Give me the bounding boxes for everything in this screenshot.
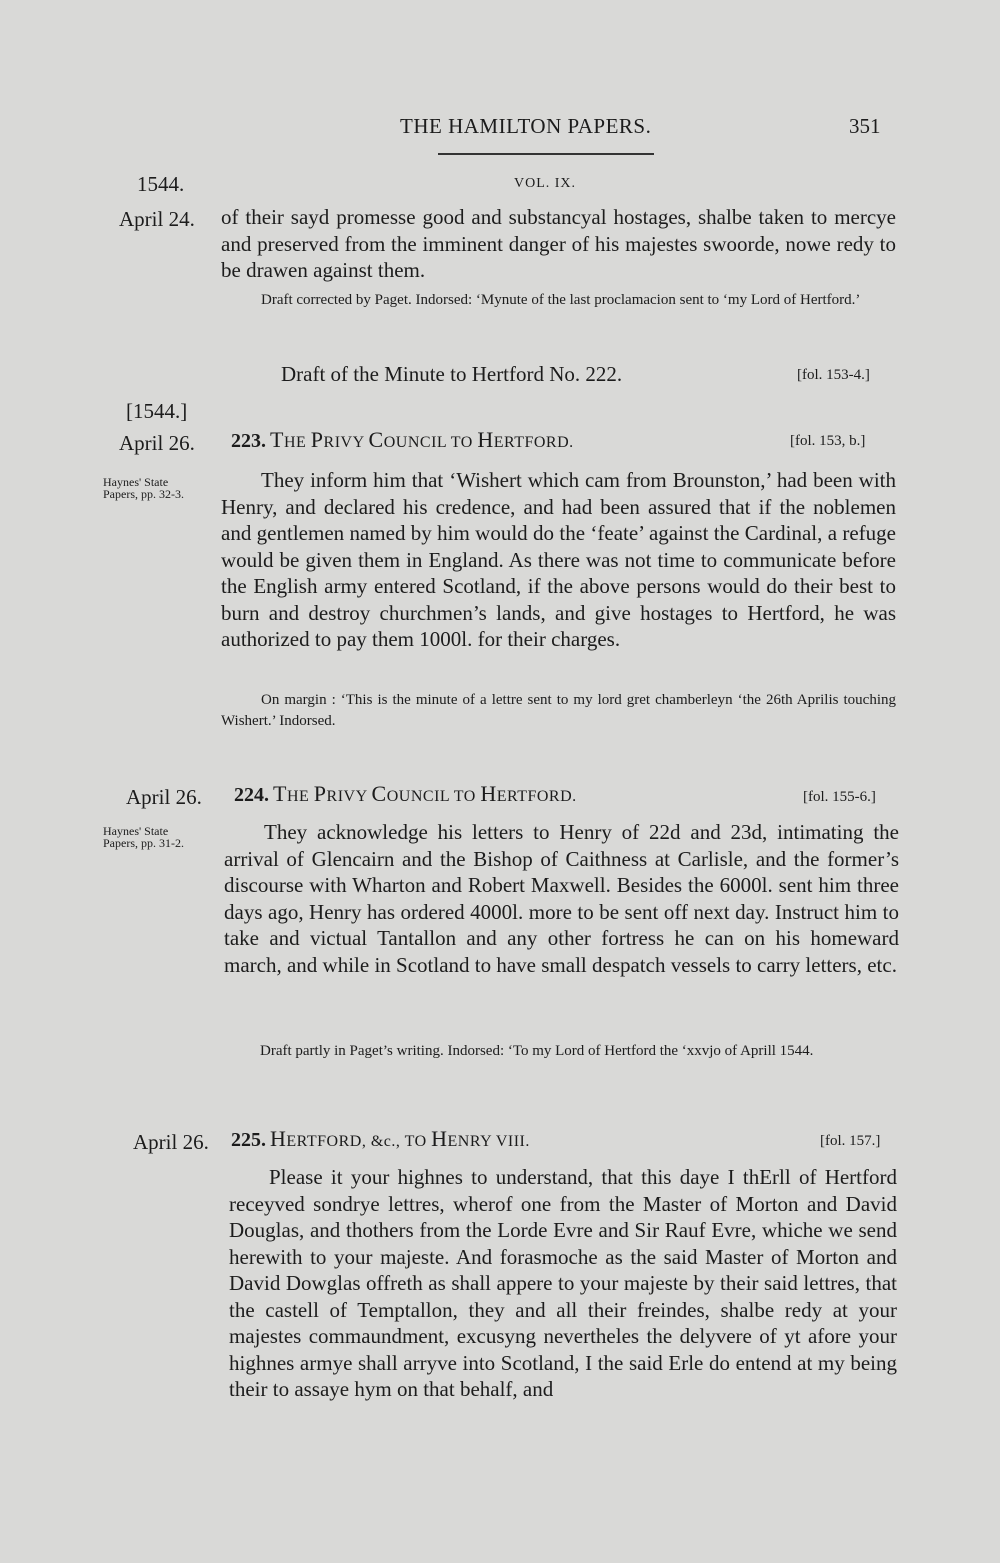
entry-223-heading xyxy=(231,427,574,453)
continuation-note: Draft corrected by Paget. Indorsed: ‘Mynute of the last proclamacion sent to ‘my Lord of Hertford.’ xyxy=(261,292,861,308)
entry-224-number: 224. xyxy=(234,784,269,806)
entry-224-text: They acknowledge his letters to Henry of 22d and 23d, intimating the arrival of Glencairn and the Bishop of Caithness at Carlisle, and the former’s discourse with Wharton and Robert Maxwell. Besides the 6000l. sent him three days ago, Henry has ordered 4000l. more to be sent off next day. Instruct him to take and victual Tantallon and any other fortress he can on his homeward march, and while in Scotland to have small despatch vessels to carry letters, etc. xyxy=(224,820,899,977)
header-rule xyxy=(438,153,654,155)
entry-224-title: THE PRIVY COUNCIL TO HERTFORD. xyxy=(273,781,577,806)
entry-224-note: Draft partly in Paget’s writing. Indorsed: ‘To my Lord of Hertford the ‘xxvjo of Aprill 1544. xyxy=(260,1043,814,1059)
continuation-text: of their sayd promesse good and substancyal hostages, shalbe taken to mercye and preserved from the imminent danger of his majestes swoorde, nowe redy to be drawen against them. xyxy=(221,205,896,282)
year-label: 1544. xyxy=(137,172,185,196)
entry-224-heading xyxy=(234,781,577,807)
entry-223-note: On margin : ‘This is the minute of a lettre sent to my lord gret chamberleyn ‘the 26th Aprilis touching Wishert.’ Indorsed. xyxy=(221,692,896,729)
entry-225-title: HERTFORD, &c., TO HENRY VIII. xyxy=(270,1126,530,1151)
entry-225-text: Please it your highnes to understand, that this daye I thErll of Hertford receyved sondrye lettres, wherof one from the Master of Morton and David Douglas, and thothers from the Lorde Evre and Sir Rauf Evre, whiche we send herewith to your majeste. And forasmoche as the said Master of Morton and David Dowglas offreth as shall appere to your majeste by their said lettres, that the castell of Temptallon, they and all their freindes, shalbe redy at your majestes commaundment, excusyng nevertheles the delyvere of yt afore your highnes armye shall arryve into Scotland, I the said Erle do entend at my being their to assaye hym on that behalf, and xyxy=(229,1165,897,1401)
entry-224-date: April 26. xyxy=(126,785,202,809)
entry-225-folio: [fol. 157.] xyxy=(820,1133,881,1149)
entry-225-date: April 26. xyxy=(133,1130,209,1154)
entry-223-side-note: Haynes' State Papers, pp. 32-3. xyxy=(103,475,184,501)
entry-223-year: [1544.] xyxy=(126,399,188,423)
entry-225-heading xyxy=(231,1126,530,1152)
entry-225-number: 225. xyxy=(231,1129,266,1151)
running-title: THE HAMILTON PAPERS. xyxy=(400,114,652,138)
entry-224-folio: [fol. 155-6.] xyxy=(803,789,876,805)
draft-folio: [fol. 153-4.] xyxy=(797,367,870,383)
entry-223-date: April 26. xyxy=(119,431,195,455)
entry-223-number: 223. xyxy=(231,430,266,452)
page-number: 351 xyxy=(849,114,881,138)
continuation-date: April 24. xyxy=(119,207,195,231)
entry-223-folio: [fol. 153, b.] xyxy=(790,433,866,449)
entry-223-text: They inform him that ‘Wishert which cam from Brounston,’ had been with Henry, and declared his credence, and had been assured that if the noblemen and gentlemen named by him would do the ‘feate’ against the Cardinal, a refuge would be given them in England. As there was not time to communicate before the English army entered Scotland, if the above persons would do their best to burn and destroy churchmen’s lands, and give hostages to Hertford, he was authorized to pay them 1000l. for their charges. xyxy=(221,468,896,651)
entry-223-title: THE PRIVY COUNCIL TO HERTFORD. xyxy=(270,427,574,452)
volume-label: VOL. IX. xyxy=(514,176,577,191)
entry-224-side-note: Haynes' State Papers, pp. 31-2. xyxy=(103,824,184,850)
draft-minute-line: Draft of the Minute to Hertford No. 222. xyxy=(281,362,623,386)
